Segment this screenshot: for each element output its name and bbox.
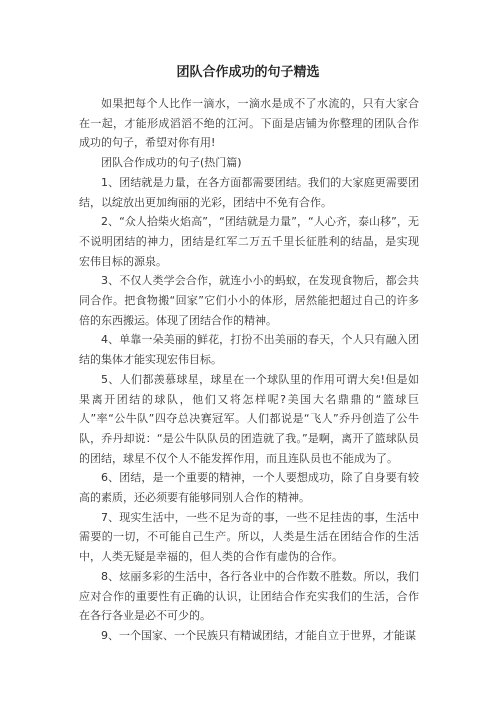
list-item: 9、一个国家、一个民族只有精诚团结，才能自立于世界，才能谋 — [101, 628, 416, 642]
list-item: 7、现实生活中，一些不足为奇的事，一些不足挂齿的事，生活中需要的一切，不可能自己生产。所以，人类是生活在团结合作的生活中，人类无疑是幸福的，但人类的合作有虚伪的合作。 — [79, 510, 419, 564]
list-item: 1、团结就是力量，在各方面都需要团结。我们的大家庭更需要团结，以绽放出更加绚丽的光彩，团结中不免有合作。 — [79, 175, 419, 209]
section-heading: 团队合作成功的句子(热门篇) — [101, 156, 242, 170]
list-item: 4、单靠一朵美丽的鲜花，打扮不出美丽的春天，个人只有融入团结的集体才能实现宏伟目标。 — [79, 333, 419, 367]
list-item: 6、团结，是一个重要的精神，一个人要想成功，除了自身要有较高的素质，还必须要有能够同别人合作的精神。 — [79, 471, 419, 505]
list-item: 2、“众人拾柴火焰高”，“团结就是力量”，“人心齐，泰山移”，无不说明团结的神力，团结是红军二万五千里长征胜利的结晶，是实现宏伟目标的源泉。 — [79, 215, 419, 268]
article-body — [79, 94, 419, 646]
list-item: 8、炫丽多彩的生活中，各行各业中的合作数不胜数。所以，我们应对合作的重要性有正确的认识，让团结合作充实我们的生活，合作在各行各业是必不可少的。 — [79, 569, 419, 623]
list-item: 5、人们都羡慕球星，球星在一个球队里的作用可谓大矣!但是如果离开团结的球队，他们又将怎样呢?美国大名鼎鼎的“篮球巨人”率“公牛队”四夺总决赛冠军。人们都说是“飞人”乔丹创造了公牛队，乔丹却说：“是公牛队队员的团造就了我。”是啊，离开了篮球队员的团结，球星不仅个人不能发挥作用，而且连队员也不能成为了。 — [79, 372, 419, 465]
list-item: 3、不仅人类学会合作，就连小小的蚂蚁，在发现食物后，都会共同合作。把食物搬“回家”它们小小的体形，居然能把超过自己的许多倍的东西搬运。体现了团结合作的精神。 — [79, 274, 419, 327]
page-title: 团队合作成功的句子精选 — [176, 65, 320, 80]
intro-paragraph: 如果把每个人比作一滴水，一滴水是成不了水流的，只有大家合在一起，才能形成滔滔不绝的江河。下面是店铺为你整理的团队合作成功的句子，希望对你有用! — [79, 97, 419, 150]
